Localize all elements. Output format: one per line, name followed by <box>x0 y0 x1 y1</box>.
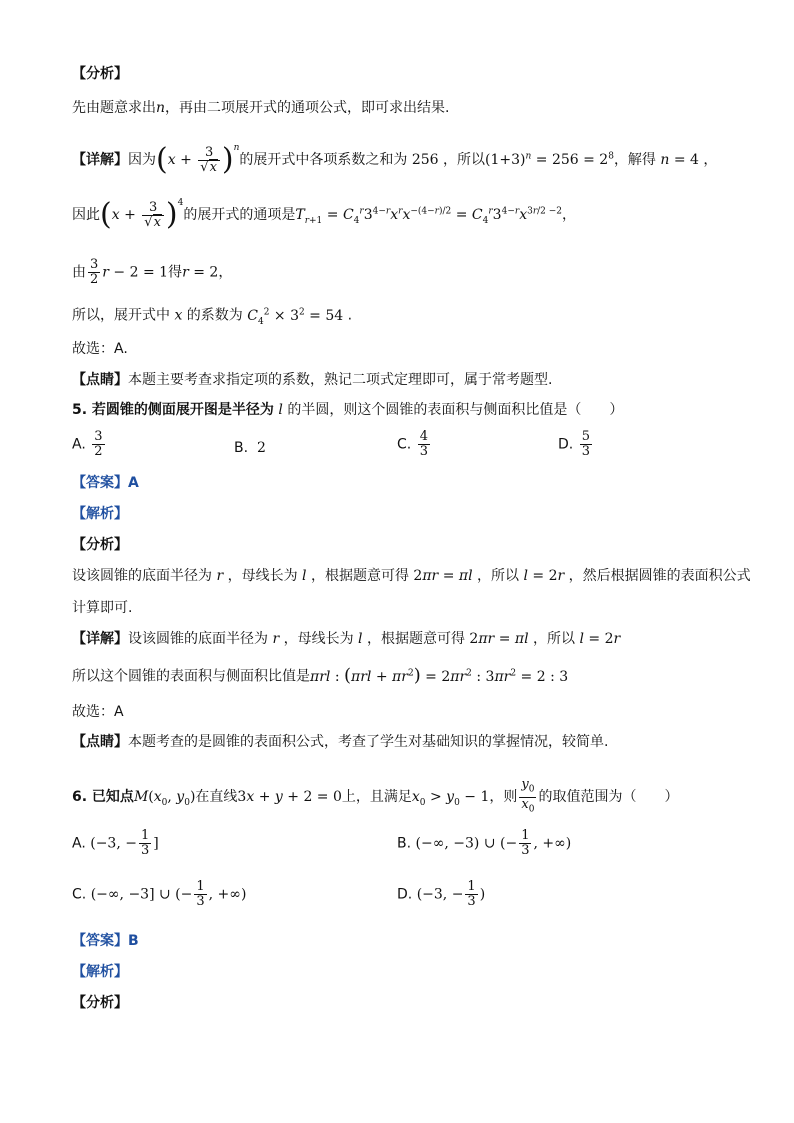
detail-line-2: 因此(x + $\frac{3}{√x}$ )$^4$的展开式的通项是$T_{r+1} = C_4^r3^{4-r}x^rx^{-(4-r)/2} = C_4^r3^{4-r}x^{3r/2 -2}$， <box>72 197 577 232</box>
q5-comment: 【点睛】本题考查的是圆锥的表面积公式，考查了学生对基础知识的掌握情况，较简单. <box>72 734 609 750</box>
q5-analysis-line-2: 计算即可. <box>72 600 133 616</box>
q6-solution-heading: 【解析】 <box>72 964 128 980</box>
q6-answer: 【答案】B <box>72 933 139 949</box>
q5-analysis-heading: 【分析】 <box>72 537 128 553</box>
detail-line-4: 所以，展开式中 x 的系数为 $C_4^2 \times 3^2 = 54$ . <box>72 307 353 327</box>
q5-detail-line-2: 所以这个圆锥的表面积与侧面积比值是πrl : $(\pi rl + \pi r^2) = 2\pi r^2$ : $3\pi r^2 = 2$ : 3 <box>72 664 569 686</box>
q5-choice: 故选：A <box>72 704 124 720</box>
choice-line: 故选：A. <box>72 341 128 357</box>
analysis-heading: 【分析】 <box>72 66 128 82</box>
q6-analysis-heading: 【分析】 <box>72 995 128 1011</box>
q5-option-b: B. 2 <box>234 440 266 456</box>
q5-option-d: D. $\frac{5}{3}$ <box>558 429 590 459</box>
q6-option-c: C. (−∞, −3] ∪ (− $\frac{1}{3}$ , +∞) <box>72 879 247 909</box>
q6-option-d: D. (−3, − $\frac{1}{3}$ ) <box>397 879 486 909</box>
analysis-text: 先由题意求出n，再由二项展开式的通项公式，即可求出结果. <box>72 100 450 116</box>
q5-option-a: A. $\frac{3}{2}$ <box>72 429 103 459</box>
q5-option-c: C. $\frac{4}{3}$ <box>397 429 428 459</box>
q6-stem: 6. 已知点$M(x_0$, $y_0$)在直线3x + y + 2 = 0上，且满足$x_0 > y_0 - 1$，则 $\frac{y_0}{x_0}$ 的取值范围为（ ） <box>72 777 679 815</box>
q5-stem: 5. 若圆锥的侧面展开图是半径为 l 的半圆，则这个圆锥的表面积与侧面积比值是（ ） <box>72 402 624 418</box>
comment-line: 【点睛】本题主要考查求指定项的系数，熟记二项式定理即可，属于常考题型. <box>72 372 553 388</box>
q5-solution-heading: 【解析】 <box>72 506 128 522</box>
q5-detail-line-1: 【详解】设该圆锥的底面半径为 r ，母线长为 l ，根据题意可得 2πr = πl ，所以 l = 2r <box>72 631 621 647</box>
q5-analysis-line-1: 设该圆锥的底面半径为 r ，母线长为 l ，根据题意可得 2πr = πl ，所以 l = 2r ，然后根据圆锥的表面积公式 <box>72 568 751 584</box>
q5-answer: 【答案】A <box>72 475 139 491</box>
detail-line-3: 由 $\frac{3}{2}$ r − 2 = 1得r = 2， <box>72 257 233 287</box>
q6-option-b: B. (−∞, −3) ∪ (− $\frac{1}{3}$ , +∞) <box>397 828 572 858</box>
q6-option-a: A. (−3, − $\frac{1}{3}$ ] <box>72 828 159 858</box>
detail-line-1: 【详解】因为(x + $\frac{3}{√x}$ )$^n$的展开式中各项系数之和为 256 ，所以$(1+3)^n = 256 = 2^8$，解得 n = 4 ， <box>72 142 718 177</box>
